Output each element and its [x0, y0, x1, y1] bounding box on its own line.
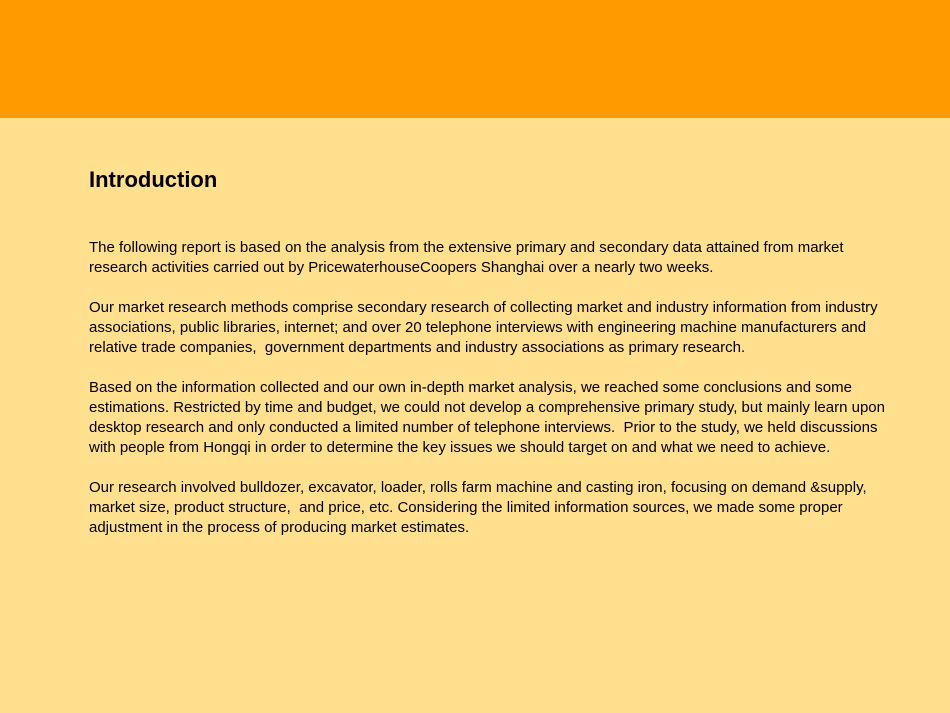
paragraph-conclusions: Based on the information collected and our own in-depth market analysis, we reached some conclusions and some estimations. Restricted by time and budget, we could not develop a comprehensive primary study, but mainly learn upon desktop research and only conducted a limited number of telephone interviews. Prior to the study, we held discussions with people from Hongqi in order to determine the key issues we should target on and what we need to achieve.: [89, 379, 890, 456]
paragraph-research-scope: Our research involved bulldozer, excavator, loader, rolls farm machine and casting iron, focusing on demand &supply, market size, product structure, and price, etc. Considering the limited information sources, we made some proper adjustment in the process of producing market estimates.: [89, 479, 871, 536]
slide-title: Introduction: [89, 167, 218, 192]
slide-content: [89, 166, 895, 558]
paragraph-research-methods: Our market research methods comprise secondary research of collecting market and industry information from industry associations, public libraries, internet; and over 20 telephone interviews with engineering machine manufacturers and relative trade companies, government departments and industry associations as primary research.: [89, 299, 882, 356]
header-band: [0, 0, 950, 118]
paragraph-report-basis: The following report is based on the analysis from the extensive primary and secondary data attained from market research activities carried out by PricewaterhouseCoopers Shanghai over a nearly two weeks.: [89, 239, 848, 276]
